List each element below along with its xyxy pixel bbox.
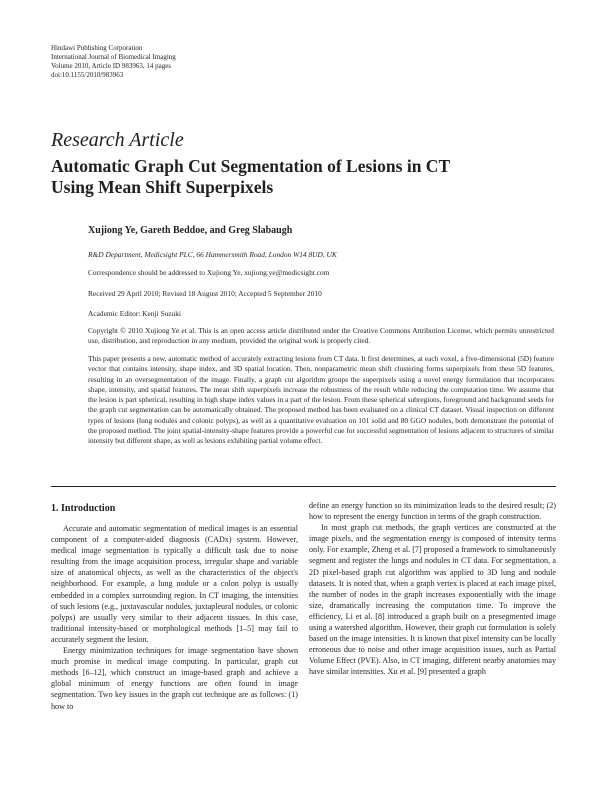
dates: Received 29 April 2010; Revised 18 August 2010; Accepted 5 September 2010	[88, 289, 322, 298]
paragraph: Accurate and automatic segmentation of medical images is an essential component of a computer-aided diagnosis (CADx) system. However, medical image segmentation is typically a difficult task due to noise resulting from the image acquisition process, irregular shape and variable size of anatomical objects, as well as the characteristics of the object's neighborhood. For example, a lung nodule or a colon polyp is usually embedded in a complex surrounding region. In CT imaging, the intensities of such lesions (e.g., juxtavascular nodules, juxtapleural nodules, or colonic polyps) are usually very similar to their adjacent tissues. In this case, traditional intensity-based or morphological methods [1–5] may fail to accurately segment the lesion.	[51, 524, 298, 644]
paragraph: In most graph cut methods, the graph vertices are constructed at the image pixels, and the segmentation energy is composed of intensity terms only. For example, Zheng et al. [7] proposed a framework to simultaneously segment and register the lungs and nodules in CT data. For segmentation, a 2D pixel-based graph cut algorithm was applied to 3D lung and nodule datasets. It is noted that, when a graph vertex is placed at each image pixel, the number of nodes in the graph increases exponentially with the image size, dramatically increasing the computation time. To improve the efficiency, Li et al. [8] introduced a graph built on a presegmented image using a watershed algorithm. However, their graph cut formulation is solely based on the image intensities. It is known that pixel intensity can be locally erroneous due to noise and other image acquisition issues, such as Partial Volume Effect (PVE). Also, in CT imaging, different nearby anatomies may have similar intensities. Xu et al. [9] presented a graph	[309, 523, 556, 677]
correspondence: Correspondence should be addressed to Xujiong Ye, xujiong.ye@medicsight.com	[88, 268, 330, 277]
section-divider	[51, 486, 556, 487]
paragraph: Energy minimization techniques for image segmentation have shown much promise in medical image computing. In particular, graph cut methods [6–12], which construct an image-based graph and achieve a global minimum of energy functions are often found in image segmentation. Two key issues in the graph cut technique are as follows: (1) how to	[51, 646, 298, 711]
right-column	[309, 500, 556, 678]
journal-line: International Journal of Biomedical Imaging	[51, 53, 176, 61]
volume-line: Volume 2010, Article ID 983963, 14 pages	[51, 62, 172, 70]
academic-editor: Academic Editor: Kenji Suzuki	[88, 309, 181, 318]
publisher-line: Hindawi Publishing Corporation	[51, 44, 143, 52]
left-column	[51, 523, 298, 712]
abstract: This paper presents a new, automatic method of accurately extracting lesions from CT data. It first determines, at each voxel, a five-dimensional (5D) feature vector that contains intensity, shape index, and 3D spatial location. Then, nonparametric mean shift clustering forms superpixels from these 5D features, resulting in an oversegmentation of the image. Finally, a graph cut algorithm groups the superpixels using a novel energy formulation that incorporates shape, intensity, and spatial features. The mean shift superpixels increase the robustness of the result while reducing the computation time. We assume that the lesion is part spherical, resulting in high shape index values in a part of the lesion. From these spherical subregions, foreground and background seeds for the graph cut segmentation can be automatically obtained. The proposed method has been evaluated on a clinical CT dataset. Visual inspection on different types of lesions (lung nodules and colonic polyps), as well as a quantitative evaluation on 101 solid and 80 GGO nodules, both demonstrate the potential of the proposed method. The joint spatial-intensity-shape features provide a powerful cue for successful segmentation of lesions adjacent to structures of similar intensity but different shape, as well as lesions exhibiting partial volume effect.	[88, 354, 554, 446]
paragraph: define an energy function so its minimization leads to the desired result; (2) how to represent the energy function in terms of the graph construction.	[309, 501, 556, 522]
authors: Xujiong Ye, Gareth Beddoe, and Greg Slabaugh	[88, 225, 293, 236]
paper-title: Automatic Graph Cut Segmentation of Lesions in CT Using Mean Shift Superpixels	[51, 156, 450, 197]
doi-line: doi:10.1155/2010/983963	[51, 71, 124, 79]
journal-header	[51, 44, 176, 80]
copyright: Copyright © 2010 Xujiong Ye et al. This is an open access article distributed under the Creative Commons Attribution License, which permits unrestricted use, distribution, and reproduction in any medium, provided the original work is properly cited.	[88, 326, 554, 346]
article-type: Research Article	[51, 129, 184, 151]
affiliation: R&D Department, Medicsight PLC, 66 Hammersmith Road, London W14 8UD, UK	[88, 250, 337, 259]
section-heading: 1. Introduction	[51, 503, 116, 514]
